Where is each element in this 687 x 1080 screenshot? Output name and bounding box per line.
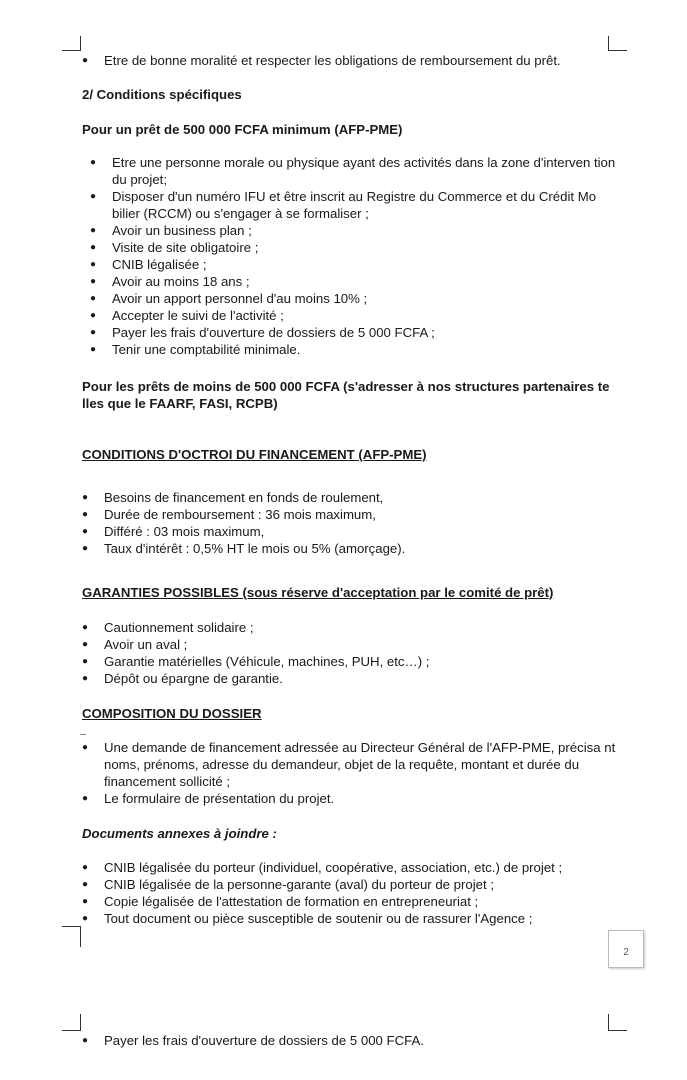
- conditions-list: [82, 489, 612, 557]
- guarantees-title: GARANTIES POSSIBLES (sous réserve d'acceptation par le comité de prêt): [82, 585, 554, 600]
- list-item: ● Besoins de financement en fonds de roulement,: [82, 489, 612, 506]
- list-item: ● CNIB légalisée ;: [82, 256, 617, 273]
- annexes-title: Documents annexes à joindre :: [82, 826, 277, 841]
- loan-min-title: Pour un prêt de 500 000 FCFA minimum (AFP-PME): [82, 122, 403, 137]
- crop-mark-bottom-left: [62, 926, 81, 947]
- list-item: ● Durée de remboursement : 36 mois maximum,: [82, 506, 612, 523]
- list-item: ● Accepter le suivi de l'activité ;: [82, 307, 617, 324]
- list-item: ● Une demande de financement adressée au Directeur Général de l'AFP-PME, précisa nt noms, prénoms, adresse du demandeur, objet de la requête, montant et durée du financement sollicité ;: [82, 739, 617, 790]
- list-item: ● Tout document ou pièce susceptible de soutenir ou de rassurer l'Agence ;: [82, 910, 612, 927]
- list-item: ● Différé : 03 mois maximum,: [82, 523, 612, 540]
- crop-mark-top-left: [62, 36, 81, 51]
- page-number: 2: [608, 930, 644, 968]
- list-item: ● Avoir un apport personnel d'au moins 10% ;: [82, 290, 617, 307]
- dossier-title: COMPOSITION DU DOSSIER: [82, 706, 262, 721]
- crop-mark-next-top-left: [62, 1014, 81, 1031]
- list-item: ● Tenir une comptabilité minimale.: [82, 341, 617, 358]
- top-bullet-list: [82, 52, 612, 69]
- list-item: ● Avoir un aval ;: [82, 636, 612, 653]
- next-page-list: [82, 1032, 612, 1049]
- list-item: ● Dépôt ou épargne de garantie.: [82, 670, 612, 687]
- annexes-list: [82, 859, 612, 927]
- list-item: ● Copie légalisée de l'attestation de formation en entrepreneuriat ;: [82, 893, 612, 910]
- crop-mark-next-top-right: [608, 1014, 627, 1031]
- dossier-list: [82, 739, 617, 807]
- guarantees-list: [82, 619, 612, 687]
- crop-mark-top-right: [608, 36, 627, 51]
- loan-less-title: Pour les prêts de moins de 500 000 FCFA (s'adresser à nos structures partenaires te lles que le FAARF, FASI, RCPB): [82, 379, 610, 411]
- list-item: ● Visite de site obligatoire ;: [82, 239, 617, 256]
- list-item: ● Disposer d'un numéro IFU et être inscrit au Registre du Commerce et du Crédit Mo bilier (RCCM) ou s'engager à se formaliser ;: [82, 188, 617, 222]
- list-item: ● Etre une personne morale ou physique ayant des activités dans la zone d'interven tion du projet;: [82, 154, 617, 188]
- stray-mark: [80, 734, 86, 735]
- list-item: ● Garantie matérielles (Véhicule, machines, PUH, etc…) ;: [82, 653, 612, 670]
- list-item: ● Avoir au moins 18 ans ;: [82, 273, 617, 290]
- list-item: ● Payer les frais d'ouverture de dossiers de 5 000 FCFA.: [82, 1032, 612, 1049]
- list-item: ● Avoir un business plan ;: [82, 222, 617, 239]
- list-item: ● Cautionnement solidaire ;: [82, 619, 612, 636]
- list-item: ● Le formulaire de présentation du projet.: [82, 790, 617, 807]
- list-item: ● Etre de bonne moralité et respecter les obligations de remboursement du prêt.: [82, 52, 612, 69]
- list-item: ● CNIB légalisée du porteur (individuel, coopérative, association, etc.) de projet ;: [82, 859, 612, 876]
- conditions-title: CONDITIONS D'OCTROI DU FINANCEMENT (AFP-PME): [82, 447, 427, 462]
- list-item: ● Payer les frais d'ouverture de dossiers de 5 000 FCFA ;: [82, 324, 617, 341]
- list-item: ● CNIB légalisée de la personne-garante (aval) du porteur de projet ;: [82, 876, 612, 893]
- list-item: ● Taux d'intérêt : 0,5% HT le mois ou 5% (amorçage).: [82, 540, 612, 557]
- specific-conditions-title: 2/ Conditions spécifiques: [82, 87, 242, 102]
- loan-min-list: [82, 154, 617, 358]
